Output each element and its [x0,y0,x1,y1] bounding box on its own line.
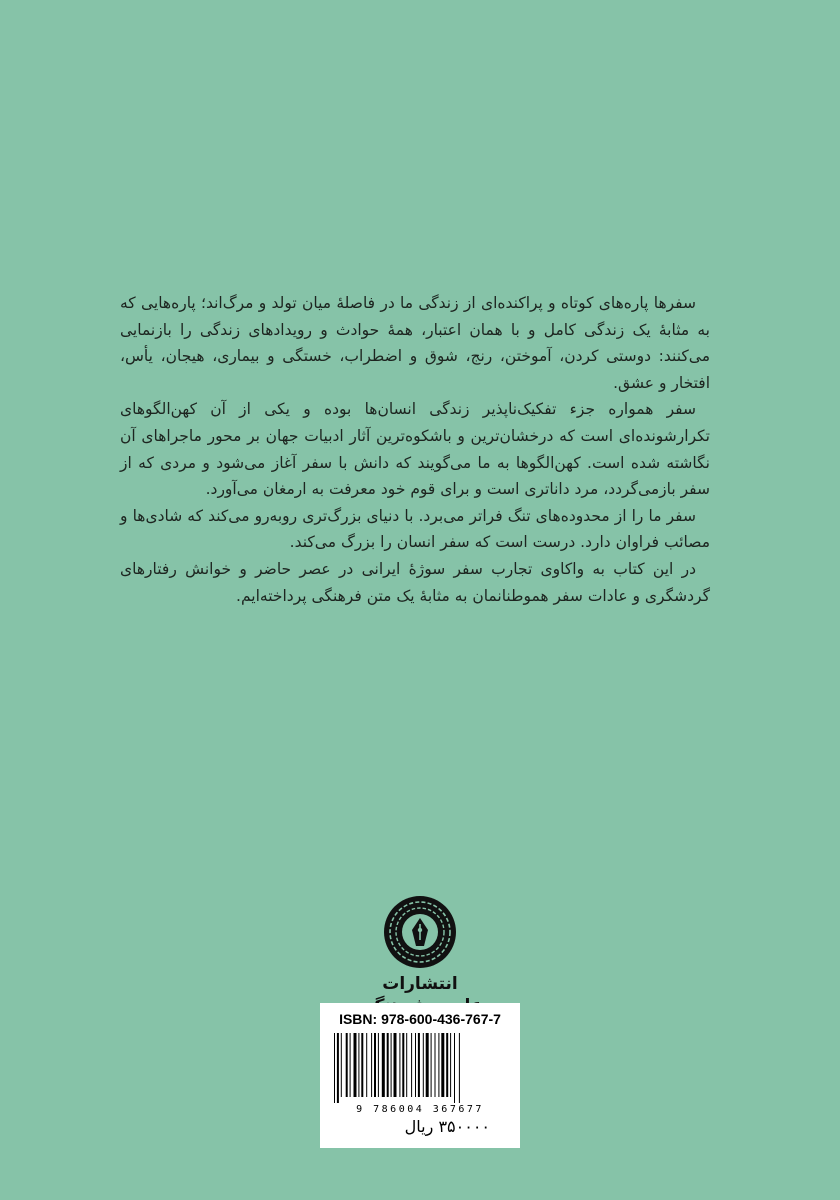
price-text: ۳۵۰۰۰۰ ریال [404,1117,490,1136]
barcode-digits: 9 786004 367677 [356,1104,484,1115]
blurb-paragraph: سفرها پاره‌های کوتاه و پراکنده‌ای از زندگی ما در فاصلهٔ میان تولد و مرگ‌اند؛ پاره‌هایی که به مثابهٔ یک زندگی کامل و با همان اعتبار، همهٔ حوادث و رویدادهای زندگی را بازنمایی می‌کنند: دوستی کردن، آموختن، رنج، شوق و اضطراب، خستگی و بیماری، هیجان، یأس، افتخار و عشق. [120,294,710,392]
publisher-name: انتشارات [382,974,458,994]
blurb-paragraph: سفر ما را از محدوده‌های تنگ فراتر می‌برد. با دنیای بزرگ‌تری روبه‌رو می‌کند که شادی‌ها و مصائب فراوان دارد. درست است که سفر انسان را بزرگ می‌کند. [120,506,710,552]
isbn-text: ISBN: 978-600-436-767-7 [339,1011,501,1027]
blurb-paragraph: سفر همواره جزء تفکیک‌ناپذیر زندگی انسان‌ها بوده و یکی از آن کهن‌الگوهای تکرارشونده‌ای است که درخشان‌ترین و باشکوه‌ترین آثار ادبیات جهان بر محور ماجراهای آن نگاشته شده است. کهن‌الگوها به ما می‌گویند که دانش با سفر آغاز می‌شود و مردی که از سفر بازمی‌گردد، مرد داناتری است و برای قوم خود معرفت به ارمغان می‌آورد. [120,400,710,499]
blurb-text [120,290,710,609]
barcode-icon [330,1033,510,1103]
publisher-block [320,894,520,1017]
blurb-paragraph: در این کتاب به واکاوی تجارب سفر سوژهٔ ایرانی در عصر حاضر و خوانش رفتارهای گردشگری و عادات سفر هموطنانمان به مثابهٔ یک متن فرهنگی پرداخته‌ایم. [120,559,710,605]
barcode-label [320,1003,520,1148]
pen-nib-rings-logo-icon [382,894,458,970]
